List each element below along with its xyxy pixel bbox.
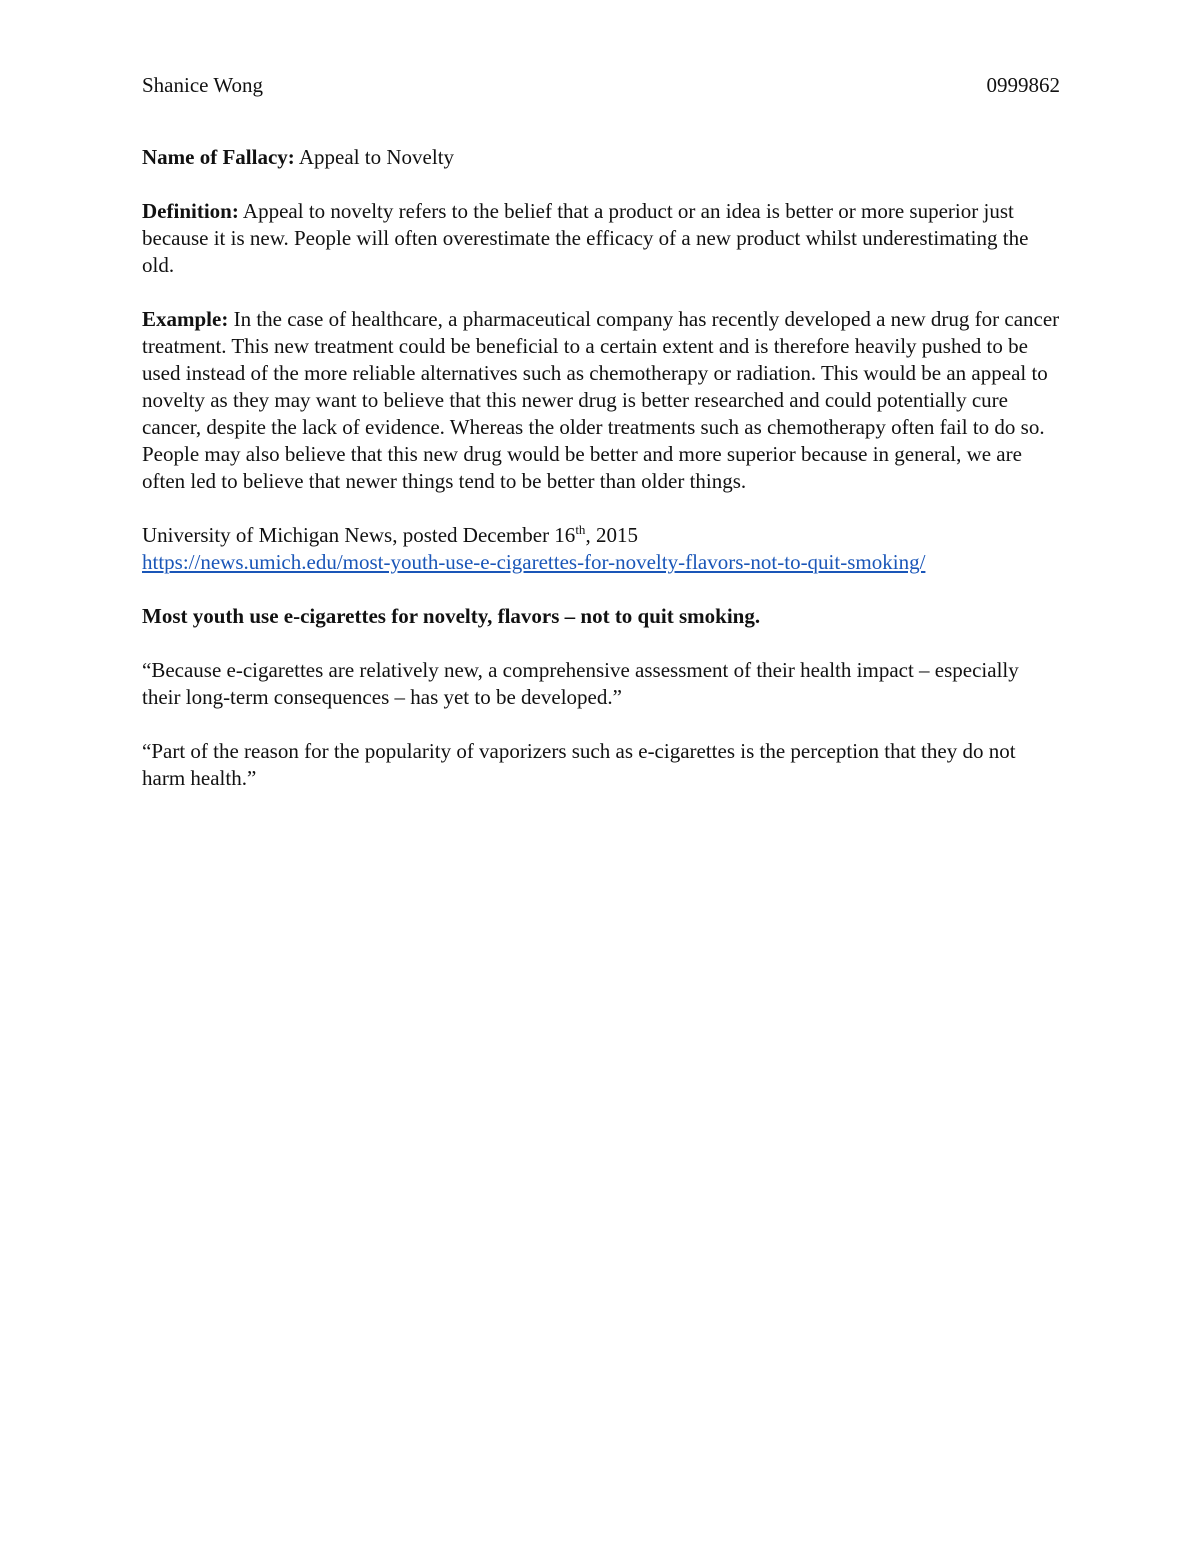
student-id: 0999862 (986, 73, 1060, 97)
page-header (142, 72, 1060, 99)
fallacy-name-value: Appeal to Novelty (298, 145, 455, 169)
quote-2: “Part of the reason for the popularity of vaporizers such as e-cigarettes is the perception that they do not harm health.” (142, 739, 1016, 790)
quote-1: “Because e-cigarettes are relatively new, a comprehensive assessment of their health impact – especially their long-term consequences – has yet to be developed.” (142, 658, 1019, 709)
definition-paragraph (142, 198, 1060, 279)
article-headline: Most youth use e-cigarettes for novelty, flavors – not to quit smoking. (142, 604, 761, 628)
citation-text: University of Michigan News, posted December 16 (142, 523, 576, 547)
citation-superscript: th (575, 522, 586, 537)
example-label: Example: (142, 307, 229, 331)
source-citation (142, 522, 1060, 576)
fallacy-name-paragraph (142, 144, 1060, 171)
definition-label: Definition: (142, 199, 239, 223)
citation-year: , 2015 (585, 523, 638, 547)
author-name: Shanice Wong (142, 73, 263, 97)
fallacy-name-label: Name of Fallacy: (142, 145, 295, 169)
definition-text: Appeal to novelty refers to the belief that a product or an idea is better or more superior just because it is new. People will often overestimate the efficacy of a new product whilst underestimating the old. (142, 199, 1029, 277)
document-page (142, 72, 1060, 792)
example-paragraph (142, 306, 1060, 495)
example-text: In the case of healthcare, a pharmaceutical company has recently developed a new drug for cancer treatment. This new treatment could be beneficial to a certain extent and is therefore heavily pushed to be used instead of the more reliable alternatives such as chemotherapy or radiation. This would be an appeal to novelty as they may want to believe that this newer drug is better researched and could potentially cure cancer, despite the lack of evidence. Whereas the older treatments such as chemotherapy often fail to do so. People may also believe that this new drug would be better and more superior because in general, we are often led to believe that newer things tend to be better than older things. (142, 307, 1060, 493)
source-url-link[interactable]: https://news.umich.edu/most-youth-use-e-cigarettes-for-novelty-flavors-not-to-quit-smoking/ (142, 550, 926, 574)
